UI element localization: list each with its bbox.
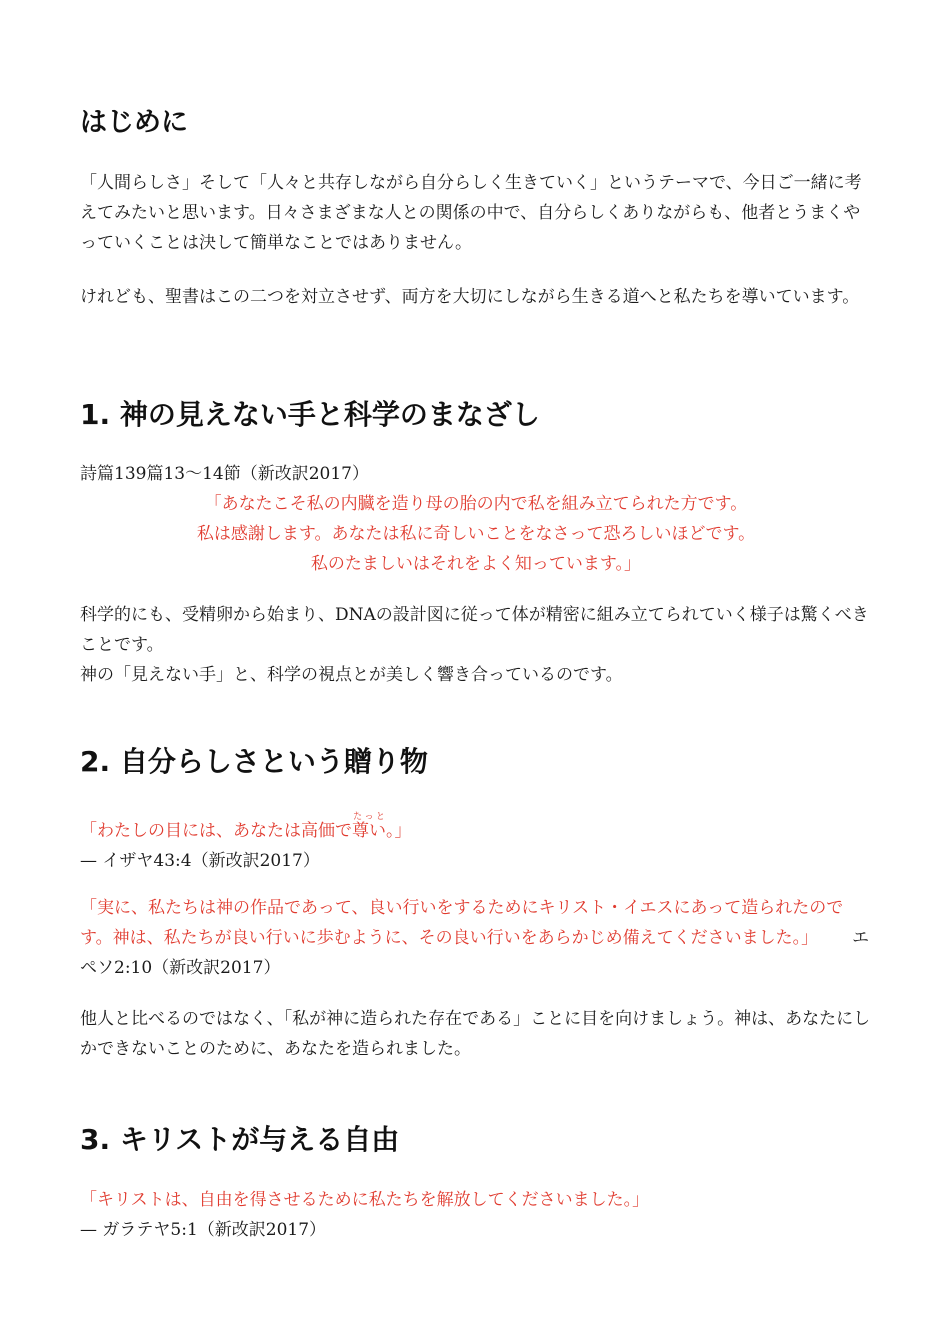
section-1-quote xyxy=(80,489,872,579)
quote-reference: — イザヤ43:4（新改訳2017） xyxy=(80,851,320,871)
quote-reference: — ガラテヤ5:1（新改訳2017） xyxy=(80,1220,327,1240)
section-1-heading: 1. 神の見えない手と科学のまなざし xyxy=(80,398,540,431)
intro-paragraph-2: けれども、聖書はこの二つを対立させず、両方を大切にしながら生きる道へと私たちを導いています。 xyxy=(80,287,860,307)
quote-text: 「実に、私たちは神の作品であって、良い行いをするためにキリスト・イエスにあって造られたのです。神は、私たちが良い行いに歩むように、その良い行いをあらかじめ備えてくださいました。」 xyxy=(80,898,844,948)
body-paragraph: 科学的にも、受精卵から始まり、DNAの設計図に従って体が精密に組み立てられていく様子は驚くべきことです。 xyxy=(80,605,869,655)
quote-line: 私のたましいはそれをよく知っています。」 xyxy=(310,554,642,574)
quote-text xyxy=(80,812,872,846)
quote-line: 私は感謝します。あなたは私に奇しいことをなさって恐ろしいほどです。 xyxy=(196,524,756,544)
intro-paragraph-1: 「人間らしさ」そして「人々と共存しながら自分らしく生きていく」というテーマで、今日ご一緒に考えてみたいと思います。日々さまざまな人との関係の中で、自分らしくありながらも、他者とうまくやっていくことは決して簡単なことではありません。 xyxy=(80,173,862,253)
section-1-body xyxy=(80,600,872,690)
ruby-base: 尊い xyxy=(352,821,386,841)
quote-prefix: 「わたしの目には、あなたは高価で xyxy=(80,821,352,841)
section-2-quote-2 xyxy=(80,893,872,983)
section-2-heading: 2. 自分らしさという贈り物 xyxy=(80,745,428,778)
quote-reference: エペソ2:10（新改訳2017） xyxy=(80,928,870,978)
section-2-body: 他人と比べるのではなく、「私が神に造られた存在である」ことに目を向けましょう。神は、あなたにしかできないことのために、あなたを造られました。 xyxy=(80,1009,871,1059)
body-paragraph: 神の「見えない手」と、科学の視点とが美しく響き合っているのです。 xyxy=(80,665,623,685)
intro-heading: はじめに xyxy=(80,107,188,138)
ruby-word xyxy=(352,812,386,841)
quote-line: 「あなたこそ私の内臓を造り母の胎の内で私を組み立てられた方です。 xyxy=(204,494,748,514)
section-2-quote-1 xyxy=(80,812,872,876)
section-3-heading: 3. キリストが与える自由 xyxy=(80,1123,400,1156)
quote-text: 「キリストは、自由を得させるために私たちを解放してくださいました。」 xyxy=(80,1190,650,1210)
section-3-quote xyxy=(80,1185,872,1245)
section-1-reference: 詩篇139篇13〜14節（新改訳2017） xyxy=(80,464,369,484)
quote-suffix: 。」 xyxy=(386,821,412,841)
ruby-reading: たっと xyxy=(352,812,386,822)
